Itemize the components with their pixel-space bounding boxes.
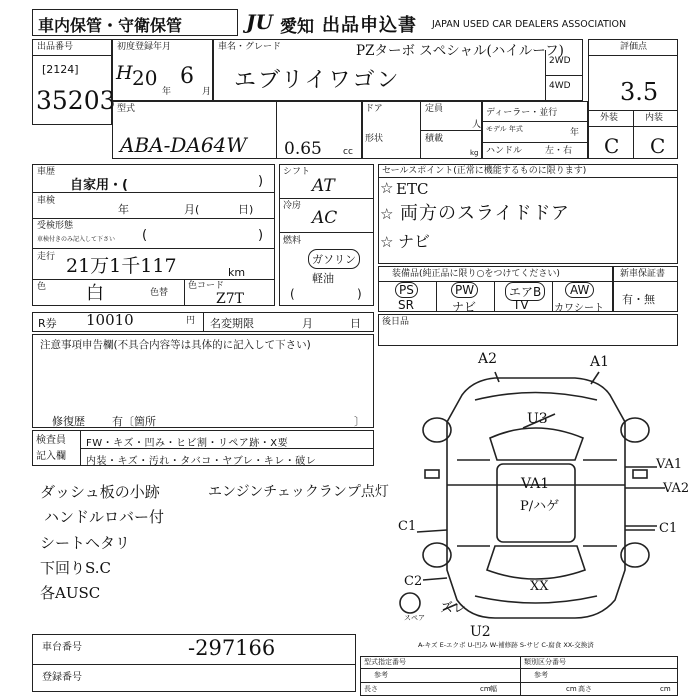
equip-navi: ナビ [452,300,477,314]
mileage-value: 21万1千117 [66,255,177,277]
color-value: 白 [86,283,104,304]
inspector-exterior: FW・キズ・凹み・ヒビ割・リペア跡・X要 [86,438,289,449]
sales-bullet-3: ☆ [380,233,394,251]
rear-items-label: 後日品 [382,317,410,327]
displacement: 0.65 [284,139,322,159]
spec-width: 幅 [490,685,497,693]
spec-length: 長さ [364,685,378,693]
load-label: 積載 [425,134,444,144]
lot-small: [2124] [42,63,79,76]
rear-items-box [378,314,678,346]
mark-va1-a: VA1 [656,457,683,472]
spec-height: 高さ [578,685,592,693]
first-reg-era: H [116,62,133,84]
receipt-sub: 車検付きのみ記入して下さい [37,236,116,243]
history-label: 車歴 [37,167,56,177]
sales-points-label: セールスポイント(正常に機能するものに限ります) [382,166,587,176]
type-label: 型式 [117,104,136,114]
remark-2: エンジンチェックランプ点灯 [208,484,389,500]
mark-u2: U2 [470,624,491,640]
handle-label: ハンドル [486,146,523,156]
chassis-value: -297166 [188,636,276,660]
exterior-label: 外装 [600,113,619,123]
mark-p-hage: P/ハゲ [520,499,560,514]
first-reg-label: 初度登録年月 [117,42,172,52]
remark-5: 下回りS.C [40,559,111,577]
mark-u3: U3 [527,411,548,427]
remark-6: 各AUSC [40,584,101,602]
shape-label: 形状 [365,134,384,144]
inspector-interior: 内装・キズ・汚れ・タバコ・ヤブレ・キレ・破レ [86,456,317,467]
type-code: ABA-DA64W [120,133,247,157]
equip-sr: SR [398,298,414,312]
spec-width-cm: cm [566,685,577,693]
door-label: ドア [365,104,383,114]
fuel-diesel: 軽油 [312,272,334,285]
equip-seat: カワシート [554,303,604,314]
model-year-label: モデル 年式 [486,125,523,133]
mark-c1-right: C1 [659,521,678,536]
equip-aw: AW [565,282,594,298]
model-label: 車名・グレード [218,42,282,52]
equip-pw: PW [451,282,478,298]
spec-box [360,656,678,696]
notes-label: 注意事項申告欄(不具合内容等は具体的に記入して下さい) [40,339,311,351]
inspector-label-2: 記入欄 [36,451,66,462]
interior-label: 内装 [645,113,664,123]
spare-label: スペア [404,614,425,622]
aircon-label: 冷房 [283,201,302,211]
aircon-value: AC [312,208,338,228]
drive-2wd: 2WD [549,56,571,66]
dealer-label: ディーラー・並行 [486,108,558,118]
equip-airbag: エアB [505,282,545,301]
spec-type-no: 型式指定番号 [364,658,406,666]
equip-tv: TV [513,298,529,312]
mark-zure: ズレ [440,601,467,616]
rating-value: 3.5 [620,78,659,106]
fuel-gasoline: ガソリン [308,249,360,269]
equip-ps: PS [395,282,418,298]
capacity-label: 定員 [425,104,444,114]
spec-height-cm: cm [660,685,671,693]
remark-3: ハンドルロバー付 [44,508,165,526]
association-name: JAPAN USED CAR DEALERS ASSOCIATION [432,19,627,30]
remark-1: ダッシュ板の小跡 [40,483,160,501]
guarantee-options: 有・無 [622,293,655,306]
exterior-grade: C [604,134,620,158]
storage-label: 車内保管・守衛保管 [38,16,183,35]
sales-point-2: 両方のスライドドア [400,203,570,224]
repaint-label: 色替 [150,288,169,298]
color-label: 色 [37,282,47,292]
mark-xx: XX [530,579,549,594]
inspector-label-1: 検査員 [36,435,66,446]
color-code-value: Z7T [216,291,244,307]
history-block [32,164,275,306]
mileage-label: 走行 [37,252,56,262]
history-value: 自家用・( [70,178,128,193]
recycle-label: R券 [38,317,57,330]
repair-value: 有〔箇所 [112,415,156,428]
sales-bullet-1: ☆ [380,179,394,197]
shaken-label: 車検 [37,196,56,206]
name-change-label: 名変期限 [210,317,254,330]
sales-bullet-2: ☆ [380,205,394,223]
fuel-label: 燃料 [283,236,302,246]
repair-label: 修復歴 [52,415,85,428]
receipt-label: 受検形態 [37,221,74,231]
mark-va2: VA2 [663,481,690,496]
mark-c1-left: C1 [398,519,417,534]
spec-length-cm: cm [480,685,491,693]
shift-label: シフト [283,167,311,177]
model-name: エブリイワゴン [234,68,401,93]
handle-options: 左・右 [545,146,573,156]
spec-ref-1: 参考 [374,671,388,679]
sales-point-1: ETC [396,180,429,198]
sales-point-3: ナビ [398,232,431,251]
spec-ref-2: 参考 [534,671,548,679]
equipment-label: 装備品(純正品に限り○をつけてください) [392,269,560,279]
org-name: 愛知 [280,17,314,37]
grade: PZターボ スペシャル(ハイルーフ) [356,43,564,59]
color-code-label: 色コード [188,281,225,291]
remark-4: シートヘタリ [40,534,131,552]
recycle-value: 10010 [86,311,134,329]
mark-c2: C2 [404,574,423,589]
registration-label: 登録番号 [42,672,82,683]
drive-4wd: 4WD [549,81,571,91]
mark-a1: A1 [590,354,610,370]
first-reg-month: 6 [180,64,194,89]
form-title: 出品申込書 [322,15,417,36]
chassis-label: 車台番号 [42,642,82,653]
interior-grade: C [650,134,666,158]
lot-number: 35203 [36,86,116,115]
first-reg-year: 20 [132,66,158,90]
guarantee-label: 新車保証書 [620,269,666,279]
shift-value: AT [312,176,335,196]
spec-class-no: 類別区分番号 [524,658,566,666]
mark-a2: A2 [478,351,498,367]
damage-legend: A-キズ E-エクボ U-凹み W-補修跡 S-サビ C-腐食 XX-交換済 [418,641,594,649]
ju-logo: JU [246,10,273,34]
rating-label: 評価点 [620,42,648,52]
lot-number-label: 出品番号 [37,42,74,52]
mark-va1-center: VA1 [521,476,550,492]
